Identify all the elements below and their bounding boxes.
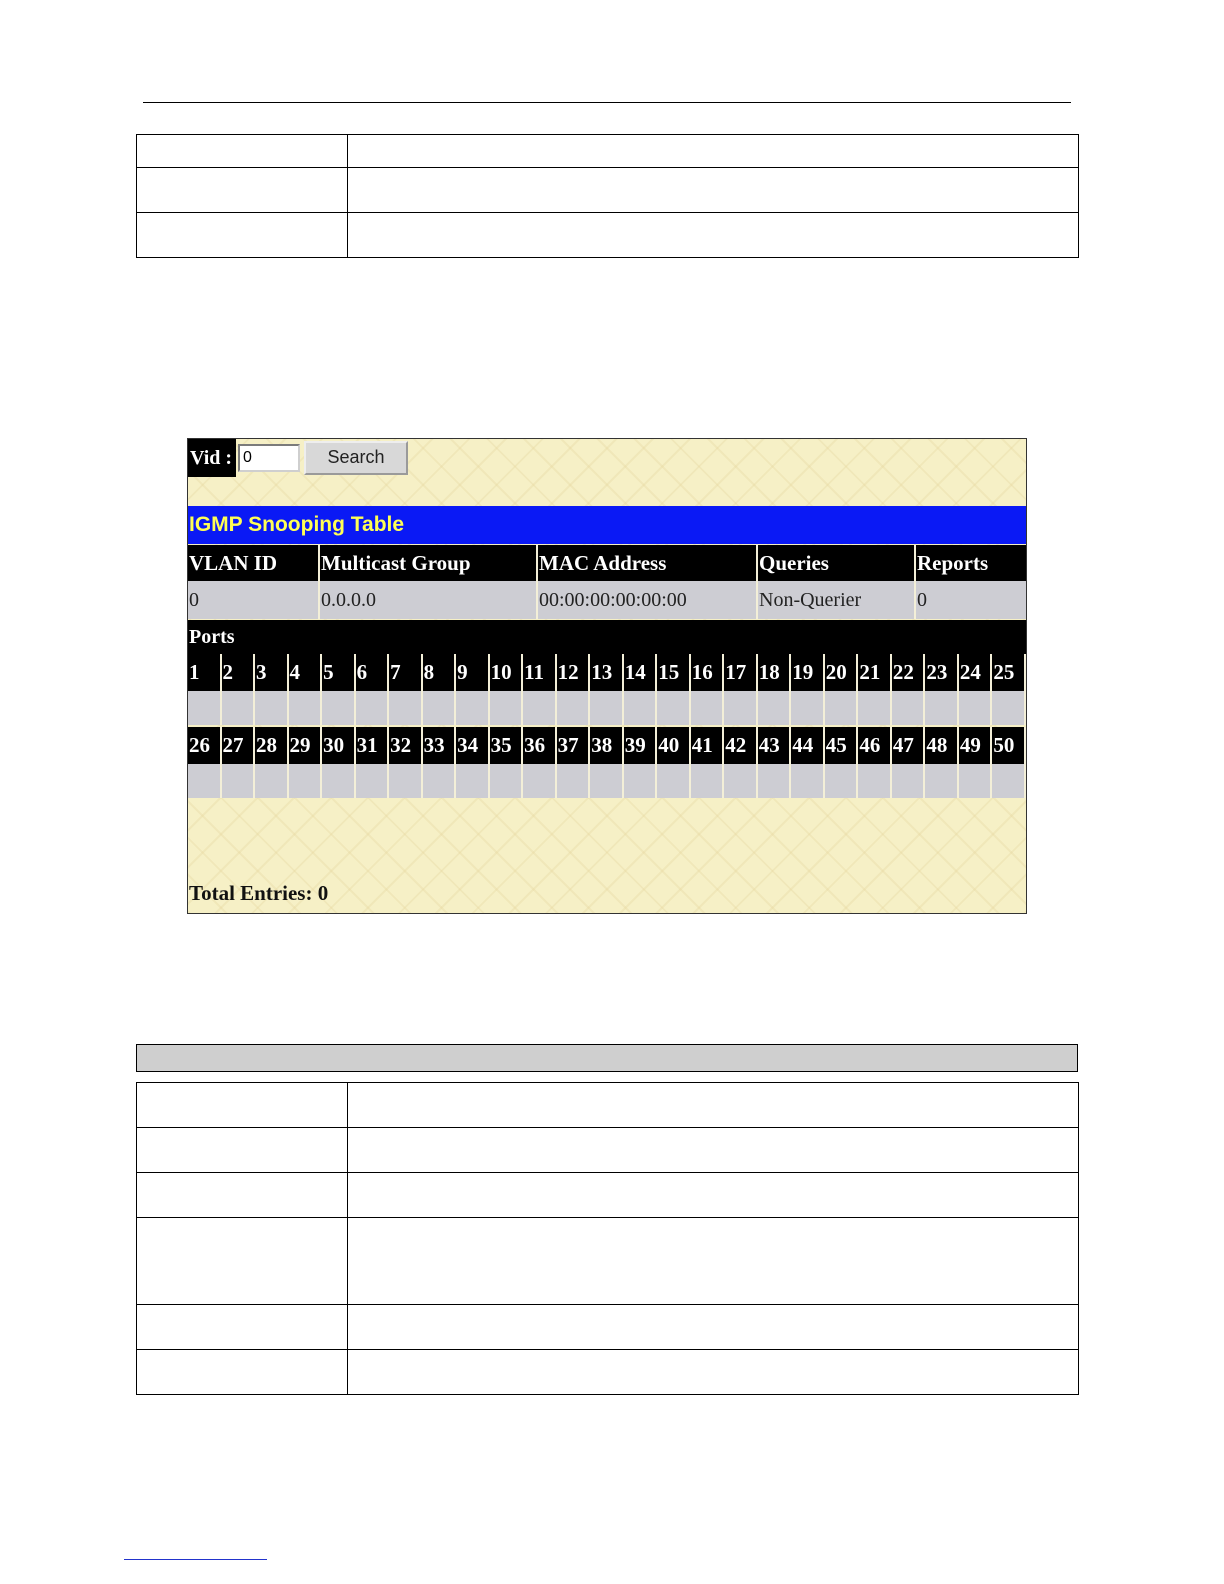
search-button[interactable]: Search [304,441,408,475]
port-cell [557,764,591,798]
port-cell [758,691,792,725]
port-number: 21 [858,654,892,691]
port-cell [691,764,725,798]
column-header-vlan-id: VLAN ID [188,545,320,581]
port-number: 30 [322,727,356,764]
port-cell [356,691,390,725]
port-number: 37 [557,727,591,764]
port-cell [289,764,323,798]
cell-reports: 0 [916,581,1026,619]
port-cell [925,691,959,725]
port-number: 42 [724,727,758,764]
port-number: 33 [423,727,457,764]
ports-number-row-1 [188,654,1026,691]
port-number: 34 [456,727,490,764]
port-cell [858,691,892,725]
port-number: 9 [456,654,490,691]
footer-link-rule [124,1559,267,1560]
port-number: 6 [356,654,390,691]
port-number: 48 [925,727,959,764]
port-cell [389,691,423,725]
port-number: 3 [255,654,289,691]
port-number: 8 [423,654,457,691]
port-cell [892,764,926,798]
port-cell [255,764,289,798]
port-cell [356,764,390,798]
page-header-rule [143,102,1071,103]
port-number: 4 [289,654,323,691]
column-header-queries: Queries [758,545,916,581]
port-number: 5 [322,654,356,691]
port-number: 20 [825,654,859,691]
port-cell [523,764,557,798]
port-number: 41 [691,727,725,764]
port-cell [523,691,557,725]
port-cell [992,691,1026,725]
port-number: 24 [959,654,993,691]
port-cell [557,691,591,725]
port-cell [322,764,356,798]
port-cell [389,764,423,798]
port-cell [791,764,825,798]
port-cell [255,691,289,725]
port-number: 16 [691,654,725,691]
port-cell [657,764,691,798]
table-header-row [188,545,1026,581]
port-number: 22 [892,654,926,691]
port-number: 50 [992,727,1026,764]
port-number: 7 [389,654,423,691]
port-number: 15 [657,654,691,691]
port-cell [959,691,993,725]
port-number: 2 [222,654,256,691]
port-cell [590,691,624,725]
port-cell [490,764,524,798]
port-number: 49 [959,727,993,764]
table-title: IGMP Snooping Table [188,506,1026,544]
port-cell [222,764,256,798]
ports-cell-row-2 [188,764,1026,798]
port-number: 35 [490,727,524,764]
port-number: 19 [791,654,825,691]
port-number: 17 [724,654,758,691]
port-cell [892,691,926,725]
port-cell [724,764,758,798]
section-gray-bar [136,1044,1078,1072]
port-cell [322,691,356,725]
port-number: 14 [624,654,658,691]
port-cell [758,764,792,798]
port-number: 10 [490,654,524,691]
port-number: 27 [222,727,256,764]
port-number: 38 [590,727,624,764]
cell-multicast-group: 0.0.0.0 [320,581,538,619]
port-number: 31 [356,727,390,764]
cell-mac-address: 00:00:00:00:00:00 [538,581,758,619]
table-row [188,581,1026,619]
port-number: 45 [825,727,859,764]
port-cell [624,691,658,725]
port-number: 12 [557,654,591,691]
port-number: 23 [925,654,959,691]
column-header-mac-address: MAC Address [538,545,758,581]
port-number: 32 [389,727,423,764]
port-cell [456,691,490,725]
total-entries: Total Entries: 0 [189,881,329,905]
ports-header: Ports [188,620,1026,654]
port-cell [624,764,658,798]
ports-cell-row-1 [188,691,1026,725]
port-cell [423,691,457,725]
port-number: 25 [992,654,1026,691]
port-number: 39 [624,727,658,764]
cell-queries: Non-Querier [758,581,916,619]
port-cell [456,764,490,798]
port-cell [959,764,993,798]
port-number: 26 [188,727,222,764]
port-number: 1 [188,654,222,691]
port-number: 18 [758,654,792,691]
port-number: 47 [892,727,926,764]
port-cell [791,691,825,725]
port-cell [423,764,457,798]
port-number: 46 [858,727,892,764]
port-number: 36 [523,727,557,764]
port-cell [691,691,725,725]
port-number: 40 [657,727,691,764]
column-header-reports: Reports [916,545,1026,581]
port-number: 44 [791,727,825,764]
port-number: 43 [758,727,792,764]
vid-input[interactable] [238,444,300,472]
port-cell [825,764,859,798]
port-cell [724,691,758,725]
igmp-snooping-screenshot [187,438,1027,914]
port-number: 28 [255,727,289,764]
port-cell [825,691,859,725]
port-cell [289,691,323,725]
ports-number-row-2 [188,727,1026,764]
port-cell [490,691,524,725]
port-cell [222,691,256,725]
port-cell [188,764,222,798]
port-cell [188,691,222,725]
cell-vlan-id: 0 [188,581,320,619]
column-header-multicast-group: Multicast Group [320,545,538,581]
port-cell [657,691,691,725]
port-number: 11 [523,654,557,691]
vid-label: Vid : [188,439,236,477]
doc-table-top [136,134,1079,258]
doc-table-bottom [136,1082,1079,1395]
port-cell [590,764,624,798]
port-cell [992,764,1026,798]
port-number: 29 [289,727,323,764]
port-number: 13 [590,654,624,691]
vid-search-bar [188,439,408,477]
port-cell [858,764,892,798]
port-cell [925,764,959,798]
